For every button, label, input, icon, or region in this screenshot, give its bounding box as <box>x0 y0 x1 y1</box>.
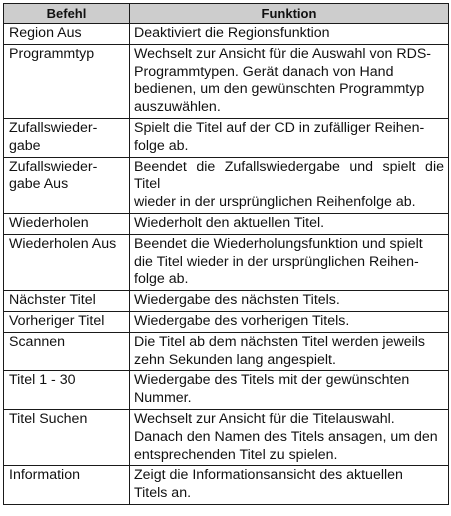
function-cell: Wiederholt den aktuellen Titel. <box>130 213 449 234</box>
table-row <box>4 291 449 312</box>
table-row <box>4 371 449 410</box>
command-cell: Titel Suchen <box>4 409 130 465</box>
command-cell: Titel 1 - 30 <box>4 371 130 410</box>
command-cell: Information <box>4 466 130 505</box>
function-cell: Wiedergabe des Titels mit der gewünschten Nummer. <box>130 371 449 410</box>
function-cell: Deaktiviert die Regionsfunktion <box>130 24 449 45</box>
command-cell: Wiederholen Aus <box>4 234 130 290</box>
table-row <box>4 311 449 332</box>
function-cell: Wiedergabe des nächsten Titels. <box>130 291 449 312</box>
function-cell: Die Titel ab dem nächsten Titel werden jeweils zehn Sekunden lang angespielt. <box>130 332 449 371</box>
command-cell: Nächster Titel <box>4 291 130 312</box>
table-row <box>4 44 449 118</box>
function-cell: Wechselt zur Ansicht für die Titelauswahl. Danach den Namen des Titels ansagen, um den entsprechenden Titel zu spielen. <box>130 409 449 465</box>
function-cell: Zeigt die Informationsansicht des aktuellen Titels an. <box>130 466 449 505</box>
command-cell: Vorheriger Titel <box>4 311 130 332</box>
command-table <box>3 3 449 505</box>
command-cell: Region Aus <box>4 24 130 45</box>
function-cell: Beendet die Zufallswiedergabe und spielt die Titel wieder in der ursprünglichen Reihenfolge ab. <box>130 157 449 213</box>
table-row <box>4 234 449 290</box>
header-row <box>4 4 449 24</box>
header-command: Befehl <box>4 4 130 24</box>
table-header <box>4 4 449 24</box>
table-row <box>4 24 449 45</box>
function-cell: Wechselt zur Ansicht für die Auswahl von RDS- Programmtypen. Gerät danach von Hand bedienen, um den gewünschten Programmtyp auszuwählen. <box>130 44 449 118</box>
function-cell: Spielt die Titel auf der CD in zufälliger Reihen- folge ab. <box>130 118 449 157</box>
command-cell: Zufallswieder- gabe Aus <box>4 157 130 213</box>
table-row <box>4 213 449 234</box>
command-cell: Zufallswieder- gabe <box>4 118 130 157</box>
command-cell: Scannen <box>4 332 130 371</box>
command-cell: Programmtyp <box>4 44 130 118</box>
function-cell: Beendet die Wiederholungsfunktion und spielt die Titel wieder in der ursprünglichen Reihen- folge ab. <box>130 234 449 290</box>
table-body <box>4 24 449 505</box>
table-row <box>4 118 449 157</box>
table-row <box>4 409 449 465</box>
table-row <box>4 332 449 371</box>
table-row <box>4 157 449 213</box>
function-cell: Wiedergabe des vorherigen Titels. <box>130 311 449 332</box>
command-cell: Wiederholen <box>4 213 130 234</box>
header-function: Funktion <box>130 4 449 24</box>
table-row <box>4 466 449 505</box>
